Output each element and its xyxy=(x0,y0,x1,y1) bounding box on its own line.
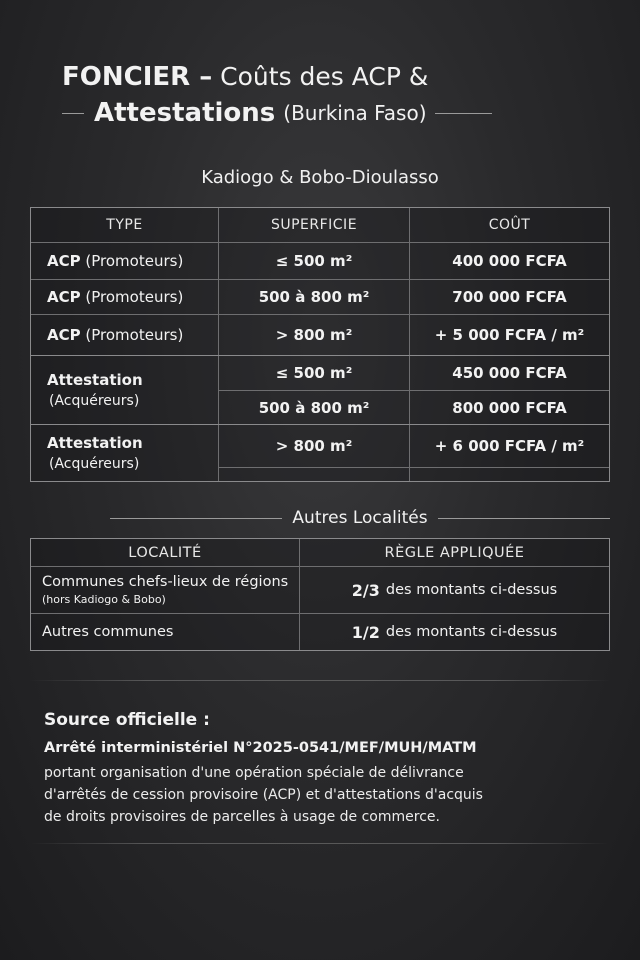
title-rule-right xyxy=(435,113,493,114)
table-cell-cout: + 6 000 FCFA / m² xyxy=(434,437,585,455)
source-line: d'arrêtés de cession provisoire (ACP) et d'attestations d'acquis xyxy=(44,787,483,803)
table-cell-regle xyxy=(300,567,609,613)
fraction-value: 2/3 xyxy=(351,580,380,600)
header-superficie: SUPERFICIE xyxy=(270,217,358,233)
localities-table xyxy=(30,538,610,651)
title-rule-left xyxy=(62,113,84,114)
table-row-type xyxy=(31,280,218,314)
table-cell-superficie: ≤ 500 m² xyxy=(275,364,353,382)
title-country: (Burkina Faso) xyxy=(283,101,427,125)
localite-label: Communes chefs-lieux de régions xyxy=(42,574,289,590)
table-cell-cout: 400 000 FCFA xyxy=(452,252,567,270)
type-detail: (Promoteurs) xyxy=(85,288,184,306)
header-regle: RÈGLE APPLIQUÉE xyxy=(384,544,525,561)
regle-text: des montants ci-dessus xyxy=(385,624,558,640)
page-title-line2 xyxy=(62,98,492,128)
header-localite: LOCALITÉ xyxy=(128,544,202,561)
section-rule-right xyxy=(438,518,610,519)
type-detail: (Promoteurs) xyxy=(85,252,184,270)
localite-note: (hors Kadiogo & Bobo) xyxy=(42,593,166,606)
table-cell-superficie: 500 à 800 m² xyxy=(258,398,370,417)
header-type: TYPE xyxy=(106,217,143,233)
source-reference: Arrêté interministériel N°2025-0541/MEF/MUH/MATM xyxy=(44,740,477,756)
table-cell-superficie: ≤ 500 m² xyxy=(275,252,353,270)
title-rest: Coûts des ACP & xyxy=(220,62,429,91)
table-row-type xyxy=(31,356,218,424)
type-label: ACP xyxy=(47,252,81,270)
table-cell-cout: + 5 000 FCFA / m² xyxy=(434,326,585,344)
table-row-localite xyxy=(31,567,299,613)
type-detail: (Acquéreurs) xyxy=(49,393,140,409)
divider xyxy=(30,843,610,844)
section-title: Autres Localités xyxy=(292,508,428,528)
table-row-type xyxy=(31,315,218,355)
type-label: ACP xyxy=(47,326,81,344)
table-row-type xyxy=(31,243,218,279)
source-title: Source officielle : xyxy=(44,710,210,730)
table-cell-regle xyxy=(300,614,609,650)
main-cost-table xyxy=(30,207,610,482)
source-description xyxy=(44,762,604,828)
type-detail: (Acquéreurs) xyxy=(49,456,140,472)
table-cell-superficie: > 800 m² xyxy=(275,326,353,344)
type-detail: (Promoteurs) xyxy=(85,326,184,344)
type-label: Attestation xyxy=(47,371,143,389)
title-bold: FONCIER – xyxy=(62,62,213,92)
regle-text: des montants ci-dessus xyxy=(385,582,558,598)
page-title xyxy=(62,62,428,92)
table-row-localite: Autres communes xyxy=(42,624,174,640)
table-cell-superficie: 500 à 800 m² xyxy=(258,288,370,306)
table-cell-cout: 450 000 FCFA xyxy=(452,364,567,382)
type-label: Attestation xyxy=(47,434,143,452)
title-attestations: Attestations xyxy=(94,98,276,128)
table-cell-cout: 700 000 FCFA xyxy=(452,288,567,306)
table-cell-cout: 800 000 FCFA xyxy=(452,398,567,417)
source-line: de droits provisoires de parcelles à usage de commerce. xyxy=(44,809,440,825)
table-cell-superficie: > 800 m² xyxy=(275,437,353,455)
source-line: portant organisation d'une opération spéciale de délivrance xyxy=(44,765,464,781)
section-rule-left xyxy=(110,518,282,519)
row-divider xyxy=(218,467,609,468)
fraction-value: 1/2 xyxy=(351,622,380,642)
section-heading xyxy=(110,508,610,528)
subtitle: Kadiogo & Bobo-Dioulasso xyxy=(201,167,439,188)
header-cout: COÛT xyxy=(488,217,531,233)
divider xyxy=(30,680,610,681)
type-label: ACP xyxy=(47,288,81,306)
table-row-type xyxy=(31,425,218,481)
